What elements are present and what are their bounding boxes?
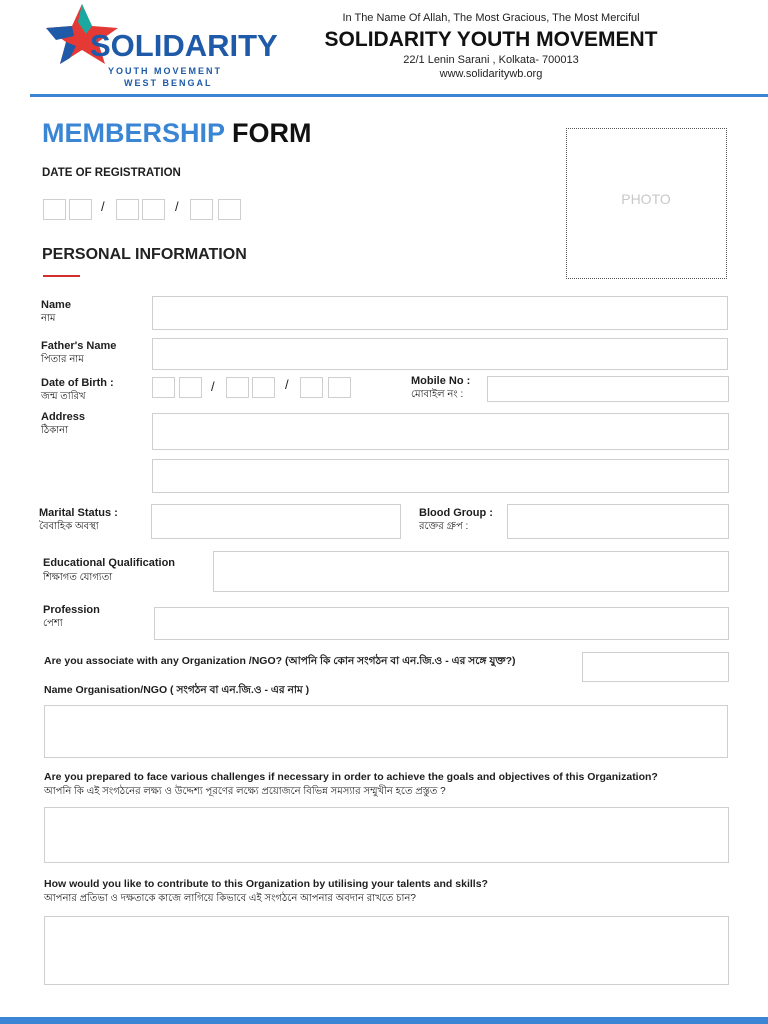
blood-group-label-bn: রক্তের গ্রুপ : <box>419 521 469 532</box>
reg-day-digit-1[interactable] <box>43 199 66 220</box>
dob-sep-1: / <box>211 379 215 394</box>
name-label-bn: নাম <box>41 313 56 324</box>
form-title-part1: MEMBERSHIP <box>42 118 225 148</box>
dob-day-digit-1[interactable] <box>152 377 175 398</box>
challenges-input[interactable] <box>44 807 729 863</box>
challenges-question: Are you prepared to face various challenges if necessary in order to achieve the goals and objectives of this Organization? <box>44 771 658 783</box>
section-title: PERSONAL INFORMATION <box>42 246 247 263</box>
education-input[interactable] <box>213 551 729 592</box>
header-divider <box>30 94 768 97</box>
name-input[interactable] <box>152 296 728 330</box>
reg-day-digit-2[interactable] <box>69 199 92 220</box>
reg-year-digit-2[interactable] <box>218 199 241 220</box>
logo-region: WEST BENGAL <box>124 78 213 88</box>
education-label: Educational Qualification <box>43 557 176 569</box>
section-underline <box>43 275 80 277</box>
profession-input[interactable] <box>154 607 729 640</box>
mobile-label: Mobile No : <box>411 375 471 387</box>
logo <box>38 2 278 90</box>
logo-tagline: YOUTH MOVEMENT <box>108 66 223 76</box>
marital-status-input[interactable] <box>151 504 401 539</box>
reg-date-sep-2: / <box>175 199 179 214</box>
date-of-registration-label: DATE OF REGISTRATION <box>42 167 181 179</box>
blood-group-label: Blood Group : <box>419 507 493 519</box>
dob-year-digit-2[interactable] <box>328 377 351 398</box>
contribute-question: How would you like to contribute to this Organization by utilising your talents and skills? <box>44 878 488 890</box>
org-name-input[interactable] <box>44 705 728 758</box>
address-label: Address <box>41 411 86 423</box>
form-title <box>42 118 312 149</box>
father-name-label: Father's Name <box>41 340 117 352</box>
dob-day-digit-2[interactable] <box>179 377 202 398</box>
challenges-question-bn: আপনি কি এই সংগঠনের লক্ষ্য ও উদ্দেশ্য পূরণের লক্ষ্যে প্রয়োজনে বিভিন্ন সমস্যার সম্মুখীন হতে প্রস্তুত ? <box>44 786 446 797</box>
mobile-label-bn: মোবাইল নং : <box>411 389 464 400</box>
reg-month-digit-2[interactable] <box>142 199 165 220</box>
contribute-question-bn: আপনার প্রতিভা ও দক্ষতাকে কাজে লাগিয়ে কিভাবে এই সংগঠনে আপনার অবদান রাখতে চান? <box>44 893 416 904</box>
org-title: SOLIDARITY YOUTH MOVEMENT <box>324 28 658 51</box>
org-name-question: Name Organisation/NGO ( সংগঠন বা এন.জি.ও - এর নাম ) <box>44 684 310 696</box>
dob-label-bn: জন্ম তারিখ <box>41 391 86 402</box>
mobile-input[interactable] <box>487 376 729 402</box>
footer-bar <box>0 1017 768 1024</box>
photo-label: PHOTO <box>621 191 671 207</box>
org-address: 22/1 Lenin Sarani , Kolkata- 700013 <box>403 54 579 66</box>
profession-label: Profession <box>43 604 100 616</box>
profession-label-bn: পেশা <box>43 618 63 629</box>
dob-sep-2: / <box>285 377 289 392</box>
father-name-label-bn: পিতার নাম <box>41 354 84 365</box>
address-input-line-1[interactable] <box>152 413 729 450</box>
name-label: Name <box>41 299 71 311</box>
reg-month-digit-1[interactable] <box>116 199 139 220</box>
blood-group-input[interactable] <box>507 504 729 539</box>
header-invocation: In The Name Of Allah, The Most Gracious, The Most Merciful <box>342 12 640 24</box>
address-label-bn: ঠিকানা <box>41 425 68 436</box>
dob-label: Date of Birth : <box>41 377 114 389</box>
dob-month-digit-1[interactable] <box>226 377 249 398</box>
associate-question: Are you associate with any Organization /NGO? (আপনি কি কোন সংগঠন বা এন.জি.ও - এর সঙ্গে যুক্ত?) <box>44 655 516 667</box>
address-input-line-2[interactable] <box>152 459 729 493</box>
contribute-input[interactable] <box>44 916 729 985</box>
reg-year-digit-1[interactable] <box>190 199 213 220</box>
logo-wordmark: SOLIDARITY <box>90 28 278 63</box>
associate-input[interactable] <box>582 652 729 682</box>
org-website[interactable]: www.solidaritywb.org <box>439 68 543 80</box>
father-name-input[interactable] <box>152 338 728 370</box>
marital-status-label: Marital Status : <box>39 507 118 519</box>
photo-box[interactable] <box>566 128 727 279</box>
dob-year-digit-1[interactable] <box>300 377 323 398</box>
marital-status-label-bn: বৈবাহিক অবস্থা <box>39 521 99 532</box>
education-label-bn: শিক্ষাগত যোগ্যতা <box>43 572 113 583</box>
dob-month-digit-2[interactable] <box>252 377 275 398</box>
reg-date-sep-1: / <box>101 199 105 214</box>
form-title-part2: FORM <box>232 118 312 148</box>
